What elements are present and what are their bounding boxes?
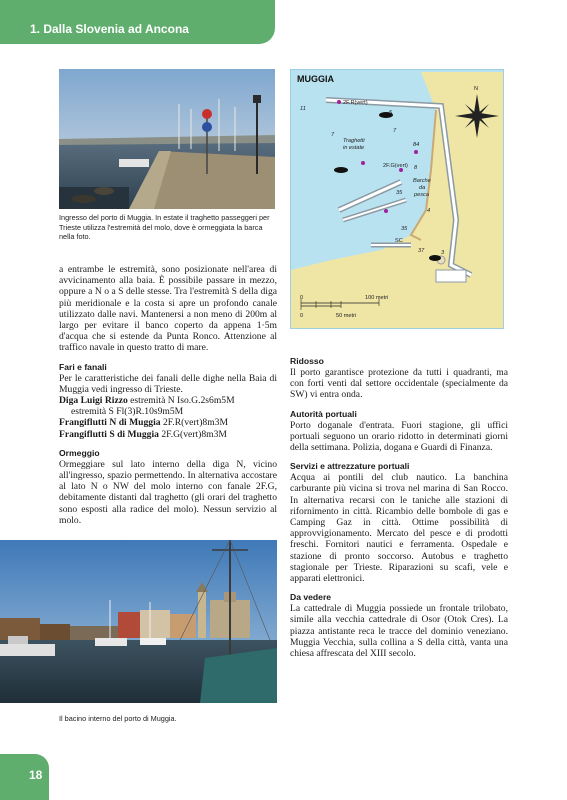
depth-35b: 35 [401, 226, 408, 232]
fishing-boats-label-2: da [419, 185, 426, 191]
inner-basin-photo [0, 540, 277, 703]
fishing-boats-label-3: pesca [414, 192, 429, 198]
depth-37: 37 [418, 248, 425, 254]
depth-84: 84 [413, 142, 420, 148]
left-text-column [59, 264, 277, 526]
authorities-paragraph: Porto doganale d'entrata. Fuori stagione, gli uffici portuali seguono un orario ridotto in determinati giorni della settimana. Polizia, dogana e Guardi di Finanza. [290, 419, 508, 454]
sights-paragraph: La cattedrale di Muggia possiede un frontale trilobato, simile alla vecchia cattedrale di Osor (Otok Cres). La piazza antistante reca le tracce del dominio veneziano. Muggia Vecchia, sulla collina a S della città, vanta una chiesa affrescata del XIII secolo. [290, 603, 508, 660]
right-text-column [290, 356, 508, 659]
mooring-paragraph: Ormeggiare sul lato interno della diga N, vicino all'ingresso, spazio permettendo. In alternativa accostare al lato N o NW del molo interno con fanale 2F.G, debitamente distanti dal traghetto (gli orari del traghetto sono esposti alla radice del molo). Nessun servizio al molo. [59, 458, 277, 526]
depth-7a: 7 [331, 132, 335, 138]
bottom-photo-caption: Il bacino interno del porto di Muggia. [59, 714, 177, 723]
ferry-label-2: in estate [343, 145, 365, 151]
light-entry-rizzo: Diga Luigi Rizzo estremità N Iso.G.2s6m5M [59, 395, 235, 407]
north-label: N [474, 86, 479, 92]
page-number: 18 [29, 768, 43, 782]
mooring-heading: Ormeggio [59, 447, 100, 458]
light-red-label: 2F.R(vert) [343, 100, 368, 106]
light-entry-south: Frangiflutti S di Muggia 2F.G(vert)8m3M [59, 428, 227, 440]
top-photo-caption: Ingresso del porto di Muggia. In estate il traghetto passeggeri per Trieste utilizza l'estremità del molo, dove è ormeggiata la barca nella foto. [59, 213, 270, 242]
sailing-club-label: SC [395, 238, 403, 244]
depth-35a: 35 [396, 190, 403, 196]
shelter-heading: Ridosso [290, 356, 324, 366]
ferry-label: Traghetti [343, 138, 365, 144]
depth-4: 4 [427, 208, 431, 214]
muggia-harbour-plan [290, 69, 504, 329]
chapter-title: 1. Dalla Slovenia ad Ancona [30, 22, 189, 36]
depth-11: 11 [300, 106, 306, 112]
harbour-entrance-photo [59, 69, 275, 209]
depth-8: 8 [414, 165, 418, 171]
authorities-heading: Autorità portuali [290, 408, 357, 419]
depth-3: 3 [441, 250, 445, 256]
scale-50-metres: 50 metri [336, 313, 357, 319]
depth-7b: 7 [393, 128, 397, 134]
facilities-heading: Servizi e attrezzature portuali [290, 461, 410, 472]
sights-heading: Da vedere [290, 592, 332, 603]
fishing-boats-label: Barche [413, 178, 431, 184]
scale-100-metres: 100 metri [365, 295, 389, 301]
light-entry-north: Frangiflutti N di Muggia 2F.R(vert)8m3M [59, 417, 228, 429]
depth-5: 5 [389, 110, 393, 116]
lights-paragraph: Per le caratteristiche dei fanali delle dighe nella Baia di Muggia vedi ingresso di Trieste. [59, 372, 277, 395]
scale-zero-metres-2: 0 [300, 313, 304, 319]
intro-paragraph: a entrambe le estremità, sono posizionate nell'area di avvicinamento alla baia. È possibile passare in mezzo, oppure a N o a S delle stesse. Tra l'estremità S della diga più meridionale e la costa si apre un profondo canale utilizzato dalle navi. Mantenersi a non meno di 200m al largo per evitare il banco coperto da appena 1·5m d'acqua che si estende da Punta Ronco. Attenzione al traffico navale in questo tratto di mare. [59, 264, 277, 354]
scale-zero-metres: 0 [300, 295, 304, 301]
map-title: MUGGIA [297, 74, 334, 84]
light-green-label: 2F.G(vert) [383, 163, 408, 169]
facilities-paragraph: Acqua ai pontili del club nautico. La banchina carburante più vicina si trova nel marina di San Rocco. In alternativa recarsi con le taniche alle stazioni di rifornimento in città. Ricambio delle bombole di gas e Camping Gaz in città. Ottime possibilità di approvvigionamento. Mercato del pesce e di prodotti freschi. Fornitori nautici e ferramenta. Ospedale e stazione di pronto soccorso. Autobus e traghetto stagionale per Trieste. Riparazioni su scafi, vele e apparati elettronici. [290, 472, 508, 585]
lights-heading: Fari e fanali [59, 361, 107, 372]
shelter-paragraph: Il porto garantisce protezione da tutti i quadranti, ma con forti venti dal settore occidentale (specialmente da SW) vi entra onda. [290, 367, 508, 401]
light-entry-rizzo-s: estremità S Fl(3)R.10s9m5M [71, 406, 184, 418]
